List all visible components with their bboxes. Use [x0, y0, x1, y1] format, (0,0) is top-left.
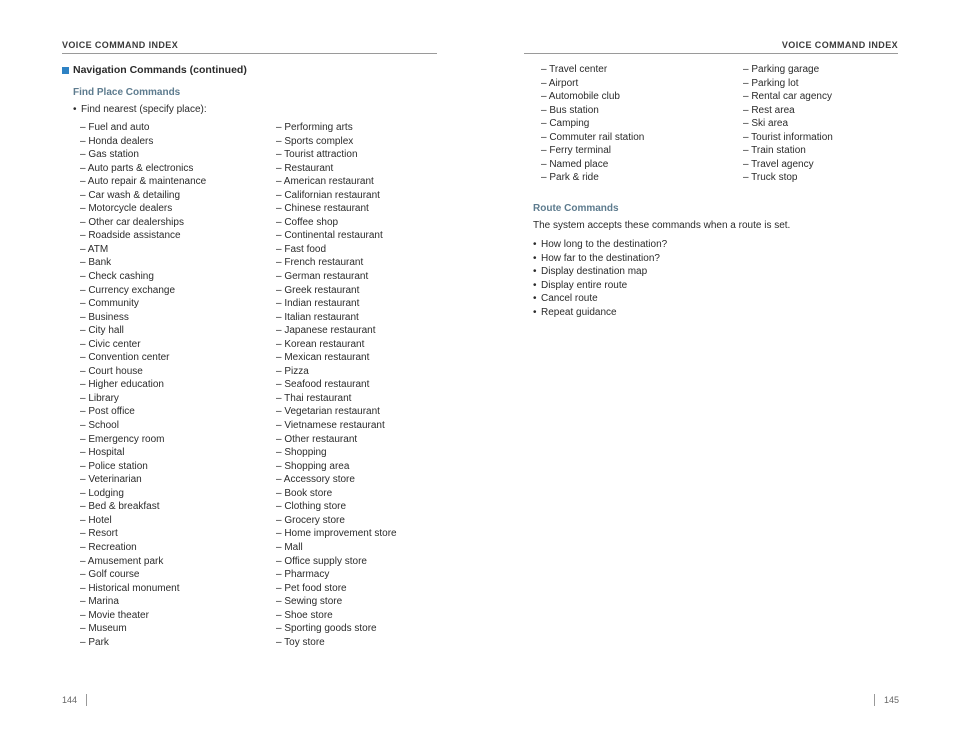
- route-intro-text: The system accepts these commands when a route is set.: [533, 220, 791, 231]
- list-item: – Fast food: [276, 243, 327, 255]
- place-list-column-3: [541, 63, 644, 185]
- bullet-dot-icon: •: [73, 104, 77, 115]
- list-item: – Post office: [80, 406, 135, 418]
- list-item: – Sporting goods store: [276, 623, 377, 635]
- route-command-item: [533, 265, 667, 279]
- list-item: – Museum: [80, 623, 127, 635]
- find-place-heading: Find Place Commands: [73, 87, 181, 98]
- place-list-column-1: [80, 121, 206, 649]
- list-item: – Chinese restaurant: [276, 203, 369, 215]
- list-item: – Honda dealers: [80, 135, 154, 147]
- list-item: – Italian restaurant: [276, 311, 359, 323]
- list-item: – Travel center: [541, 64, 608, 75]
- route-command-item-text: How far to the destination?: [541, 252, 660, 264]
- list-item: – Shopping: [276, 447, 327, 459]
- list-item: – Gas station: [80, 149, 139, 161]
- list-item: – Continental restaurant: [276, 230, 383, 242]
- list-item: – Historical monument: [80, 582, 180, 594]
- list-item: – Automobile club: [541, 91, 620, 103]
- list-item: – Other car dealerships: [80, 216, 184, 228]
- list-item: – Community: [80, 298, 139, 310]
- bullet-text: Find nearest (specify place):: [81, 104, 207, 115]
- list-item: – Movie theater: [80, 609, 149, 621]
- bullet-dot-icon: •: [533, 279, 537, 291]
- place-list-column-2: [276, 121, 397, 649]
- list-item: – Rest area: [743, 104, 795, 116]
- route-command-item-text: Display destination map: [541, 266, 648, 278]
- list-item: – Business: [80, 311, 129, 323]
- list-item: – Parking lot: [743, 77, 799, 89]
- list-item: – Vegetarian restaurant: [276, 406, 380, 418]
- list-item: – Indian restaurant: [276, 298, 360, 310]
- page-number: 145: [884, 695, 900, 705]
- list-item: – Japanese restaurant: [276, 325, 376, 337]
- list-item: – Commuter rail station: [541, 131, 645, 143]
- list-item: – German restaurant: [276, 271, 369, 283]
- page-header: VOICE COMMAND INDEX: [781, 40, 898, 50]
- section-title: [62, 64, 247, 76]
- list-item: – Pharmacy: [276, 569, 330, 581]
- list-item: – Check cashing: [80, 271, 154, 283]
- list-item: – Auto repair & maintenance: [80, 176, 207, 188]
- list-item: – Rental car agency: [743, 91, 832, 103]
- list-item: – Other restaurant: [276, 433, 358, 445]
- list-item: – Library: [80, 392, 119, 404]
- list-item: – Named place: [541, 158, 609, 170]
- list-item: – Book store: [276, 487, 333, 499]
- list-item: – Korean restaurant: [276, 338, 365, 350]
- list-item: – Office supply store: [276, 555, 367, 567]
- list-item: – Mexican restaurant: [276, 352, 370, 364]
- route-commands-heading: Route Commands: [533, 203, 619, 214]
- bullet-dot-icon: •: [533, 293, 537, 305]
- route-command-item-text: Cancel route: [541, 293, 598, 305]
- list-item: – Coffee shop: [276, 216, 339, 228]
- list-item: – Sports complex: [276, 135, 354, 147]
- page-number-divider: [86, 694, 87, 706]
- list-item: – Convention center: [80, 352, 170, 364]
- route-command-list: [533, 238, 667, 319]
- header-rule: [62, 53, 437, 54]
- list-item: – Ferry terminal: [541, 145, 612, 157]
- list-item: – Hotel: [80, 514, 112, 526]
- list-item: – Veterinarian: [80, 474, 142, 486]
- list-item: – Shopping area: [276, 460, 350, 472]
- list-item: – Camping: [541, 118, 590, 130]
- route-command-item: [533, 306, 667, 320]
- list-item: – Mall: [276, 541, 303, 553]
- list-item: – Civic center: [80, 338, 141, 350]
- bullet-dot-icon: •: [533, 306, 537, 318]
- list-item: – Court house: [80, 365, 143, 377]
- list-item: – Tourist information: [743, 131, 833, 143]
- list-item: – Park & ride: [541, 172, 599, 184]
- list-item: – Emergency room: [80, 433, 165, 445]
- bullet-dot-icon: •: [533, 239, 537, 250]
- list-item: – Parking garage: [743, 64, 820, 75]
- list-item: – Resort: [80, 528, 118, 540]
- list-item: – Bed & breakfast: [80, 501, 160, 513]
- list-item: – Park: [80, 636, 109, 648]
- route-command-item: [533, 279, 667, 293]
- list-item: – Bus station: [541, 104, 599, 116]
- list-item: – Ski area: [743, 118, 789, 130]
- route-command-item-text: Display entire route: [541, 279, 628, 291]
- route-command-item: [533, 252, 667, 266]
- list-item: – Accessory store: [276, 474, 355, 486]
- list-item: – Police station: [80, 460, 148, 472]
- list-item: – Auto parts & electronics: [80, 162, 194, 174]
- list-item: – Toy store: [276, 636, 325, 648]
- list-item: – Greek restaurant: [276, 284, 360, 296]
- list-item: – American restaurant: [276, 176, 374, 188]
- list-item: – Restaurant: [276, 162, 334, 174]
- list-item: – School: [80, 420, 119, 432]
- list-item: – Seafood restaurant: [276, 379, 370, 391]
- list-item: – Higher education: [80, 379, 164, 391]
- list-item: – Fuel and auto: [80, 122, 150, 133]
- right-page: [480, 0, 960, 750]
- route-command-item: [533, 292, 667, 306]
- list-item: – Golf course: [80, 569, 140, 581]
- list-item: – Bank: [80, 257, 112, 269]
- list-item: – Pizza: [276, 365, 309, 377]
- list-item: – Airport: [541, 77, 579, 89]
- list-item: – Sewing store: [276, 596, 343, 608]
- list-item: – Clothing store: [276, 501, 347, 513]
- list-item: – Marina: [80, 596, 119, 608]
- list-item: – Grocery store: [276, 514, 345, 526]
- list-item: – Pet food store: [276, 582, 347, 594]
- page-number-divider: [874, 694, 875, 706]
- list-item: – Vietnamese restaurant: [276, 420, 385, 432]
- list-item: – Performing arts: [276, 122, 353, 133]
- list-item: – Roadside assistance: [80, 230, 181, 242]
- header-rule: [524, 53, 898, 54]
- route-command-item-text: Repeat guidance: [541, 306, 617, 318]
- list-item: – City hall: [80, 325, 124, 337]
- list-item: – Travel agency: [743, 158, 814, 170]
- list-item: – Tourist attraction: [276, 149, 358, 161]
- place-list-column-4: [743, 63, 833, 185]
- square-bullet-icon: [62, 67, 69, 74]
- list-item: – Currency exchange: [80, 284, 176, 296]
- list-item: – French restaurant: [276, 257, 364, 269]
- list-item: – Shoe store: [276, 609, 333, 621]
- list-item: – Lodging: [80, 487, 124, 499]
- list-item: – Hospital: [80, 447, 125, 459]
- list-item: – Train station: [743, 145, 806, 157]
- list-item: – Thai restaurant: [276, 392, 352, 404]
- list-item: – Motorcycle dealers: [80, 203, 173, 215]
- page-number: 144: [62, 695, 78, 705]
- route-command-item: [533, 238, 667, 252]
- list-item: – Home improvement store: [276, 528, 397, 540]
- list-item: – Amusement park: [80, 555, 164, 567]
- page-header: VOICE COMMAND INDEX: [62, 40, 179, 50]
- section-title-text: Navigation Commands (continued): [73, 64, 247, 76]
- list-item: – Recreation: [80, 541, 137, 553]
- list-item: – Truck stop: [743, 172, 798, 184]
- bullet-dot-icon: •: [533, 266, 537, 278]
- route-command-item-text: How long to the destination?: [541, 239, 668, 250]
- bullet-dot-icon: •: [533, 252, 537, 264]
- list-item: – Californian restaurant: [276, 189, 380, 201]
- list-item: – ATM: [80, 243, 109, 255]
- find-nearest-bullet: [73, 104, 207, 115]
- list-item: – Car wash & detailing: [80, 189, 181, 201]
